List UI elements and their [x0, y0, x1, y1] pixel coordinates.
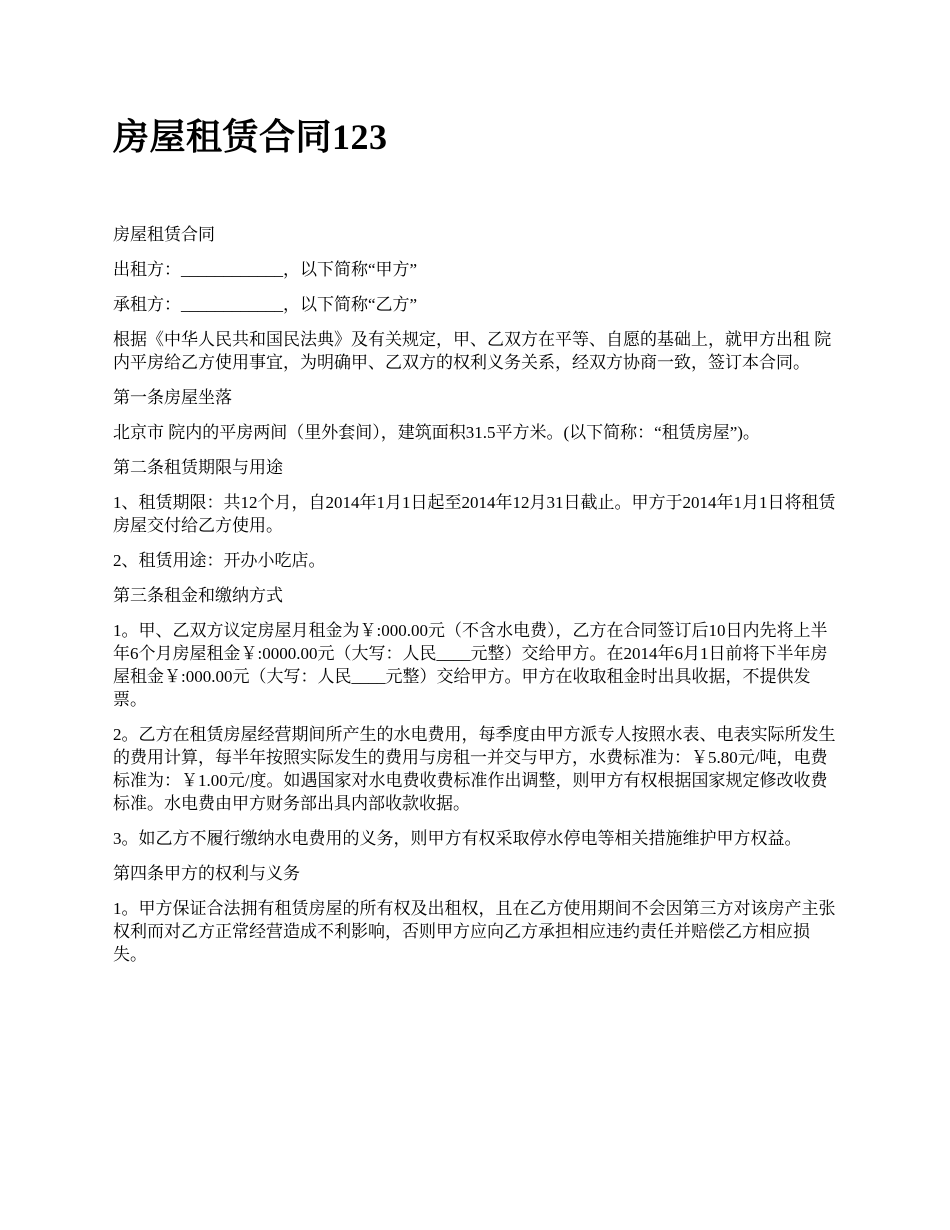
article-3-heading: 第三条租金和缴纳方式 — [113, 586, 283, 605]
article-1-heading: 第一条房屋坐落 — [113, 388, 232, 407]
contract-heading: 房屋租赁合同 — [113, 225, 215, 244]
preamble-paragraph: 根据《中华人民共和国民法典》及有关规定，甲、乙双方在平等、自愿的基础上，就甲方出租 院内平房给乙方使用事宜，为明确甲、乙双方的权利义务关系，经双方协商一致，签订本合同。 — [113, 330, 832, 372]
article-2-clause-1: 1、租赁期限：共12个月，自2014年1月1日起至2014年12月31日截止。甲方于2014年1月1日将租赁房屋交付给乙方使用。 — [113, 493, 836, 535]
lessor-line: 出租方：____________，以下简称“甲方” — [113, 260, 418, 279]
article-1-location: 北京市 院内的平房两间（里外套间），建筑面积31.5平方米。(以下简称：“租赁房屋”)。 — [113, 423, 760, 442]
document-body — [113, 223, 843, 978]
article-3-clause-2: 2。乙方在租赁房屋经营期间所产生的水电费用，每季度由甲方派专人按照水表、电表实际所发生的费用计算，每半年按照实际发生的费用与房租一并交与甲方，水费标准为：￥5.80元/吨，电费标准为：￥1.00元/度。如遇国家对水电费收费标准作出调整，则甲方有权根据国家规定修改收费标准。水电费由甲方财务部出具内部收款收据。 — [113, 725, 836, 813]
document-title: 房屋租赁合同123 — [113, 117, 388, 157]
article-2-clause-2: 2、租赁用途：开办小吃店。 — [113, 551, 326, 570]
article-2-heading: 第二条租赁期限与用途 — [113, 458, 283, 477]
article-4-heading: 第四条甲方的权利与义务 — [113, 864, 300, 883]
lessee-line: 承租方：____________，以下简称“乙方” — [113, 295, 418, 314]
article-3-clause-1: 1。甲、乙双方议定房屋月租金为￥:000.00元（不含水电费），乙方在合同签订后10日内先将上半年6个月房屋租金￥:0000.00元（大写：人民____元整）交给甲方。在2014年6月1日前将下半年房屋租金￥:000.00元（大写：人民____元整）交给甲方。甲方在收取租金时出具收据，不提供发票。 — [113, 621, 828, 709]
article-3-clause-3: 3。如乙方不履行缴纳水电费用的义务，则甲方有权采取停水停电等相关措施维护甲方权益。 — [113, 829, 802, 848]
article-4-clause-1: 1。甲方保证合法拥有租赁房屋的所有权及出租权，且在乙方使用期间不会因第三方对该房产主张权利而对乙方正常经营造成不利影响，否则甲方应向乙方承担相应违约责任并赔偿乙方相应损失。 — [113, 899, 836, 964]
